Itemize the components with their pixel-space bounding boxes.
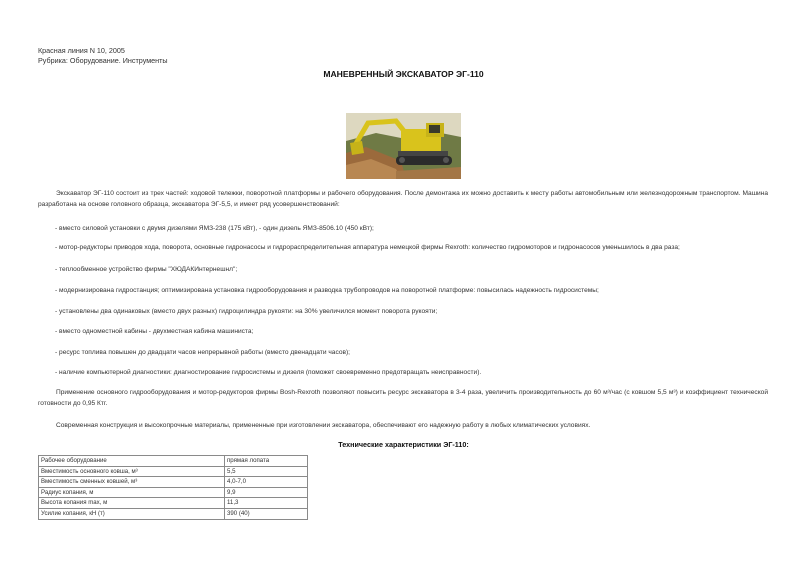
spec-value: 390 (40)	[225, 508, 308, 519]
table-row	[39, 498, 308, 509]
list-item: - модернизирована гидростанция; оптимизирована установка гидрооборудования и разводка трубопроводов на поворотной платформе: повысилась надежность гидросистемы;	[55, 287, 599, 294]
spec-value: прямая лопата	[225, 456, 308, 467]
spec-value: 5,5	[225, 466, 308, 477]
spec-param: Радиус копания, м	[39, 487, 225, 498]
table-row	[39, 477, 308, 488]
table-row	[39, 466, 308, 477]
list-item: - наличие компьютерной диагностики: диагностирование гидросистемы и дизеля (поможет своевременно предотвращать неисправности).	[55, 369, 482, 376]
source-line: Красная линия N 10, 2005	[38, 46, 125, 55]
spec-param: Вместимость основного ковша, м³	[39, 466, 225, 477]
spec-value: 11,3	[225, 498, 308, 509]
spec-param: Высота копания max, м	[39, 498, 225, 509]
excavator-illustration	[346, 113, 461, 179]
specs-table	[38, 455, 308, 520]
intro-paragraph: Экскаватор ЭГ-110 состоит из трех частей: ходовой тележки, поворотной платформы и рабочего оборудования. После демонтажа их можно доставить к месту работы автомобильным или железнодорожным транспортом. Машина разработана на основе головного образца, экскаватора ЭГ-5,5, и имеет ряд усовершенствований:	[38, 190, 768, 208]
spec-param: Усилие копания, кН (т)	[39, 508, 225, 519]
rubric-line: Рубрика: Оборудование. Инструменты	[38, 56, 168, 65]
list-item: - мотор-редукторы приводов хода, поворота, основные гидронасосы и гидрораспределительная аппаратура немецкой фирмы Rexroth: количество гидромоторов и гидронасосов уменьшилось в два раза;	[55, 244, 680, 251]
list-item: - ресурс топлива повышен до двадцати часов непрерывной работы (вместо двенадцати часов);	[55, 349, 351, 356]
table-row	[39, 487, 308, 498]
list-item: - установлены два одинаковых (вместо двух разных) гидроцилиндра рукояти: на 30% увеличился момент поворота рукояти;	[55, 308, 438, 315]
spec-param: Рабочее оборудование	[39, 456, 225, 467]
reliability-paragraph: Современная конструкция и высокопрочные материалы, примененные при изготовлении экскаватора, обеспечивают его надежную работу в любых климатических условиях.	[56, 422, 591, 429]
spec-value: 4,0-7,0	[225, 477, 308, 488]
performance-paragraph: Применение основного гидрооборудования и мотор-редукторов фирмы Bosh-Rexroth позволяют повысить ресурс экскаватора в 3-4 раза, увеличить производительность до 60 м³/час (с ковшом 5,5 м³) и коэффициент технической готовности до 0,95 Ктг.	[38, 389, 768, 407]
spec-param: Вместимость сменных ковшей, м³	[39, 477, 225, 488]
list-item: - вместо одноместной кабины - двухместная кабина машиниста;	[55, 328, 254, 335]
article-title: МАНЕВРЕННЫЙ ЭКСКАВАТОР ЭГ-110	[323, 69, 484, 79]
excavator-photo	[346, 113, 461, 179]
list-item: - вместо силовой установки с двумя дизелями ЯМЗ-238 (175 кВт), - один дизель ЯМЗ-8506.10 (450 кВт);	[55, 225, 374, 232]
spec-value: 9,9	[225, 487, 308, 498]
list-item: - теплообменное устройство фирмы "ХЮДАКИнтернешнл";	[55, 266, 238, 273]
table-row	[39, 456, 308, 467]
specs-title: Технические характеристики ЭГ-110:	[338, 440, 469, 449]
table-row	[39, 508, 308, 519]
